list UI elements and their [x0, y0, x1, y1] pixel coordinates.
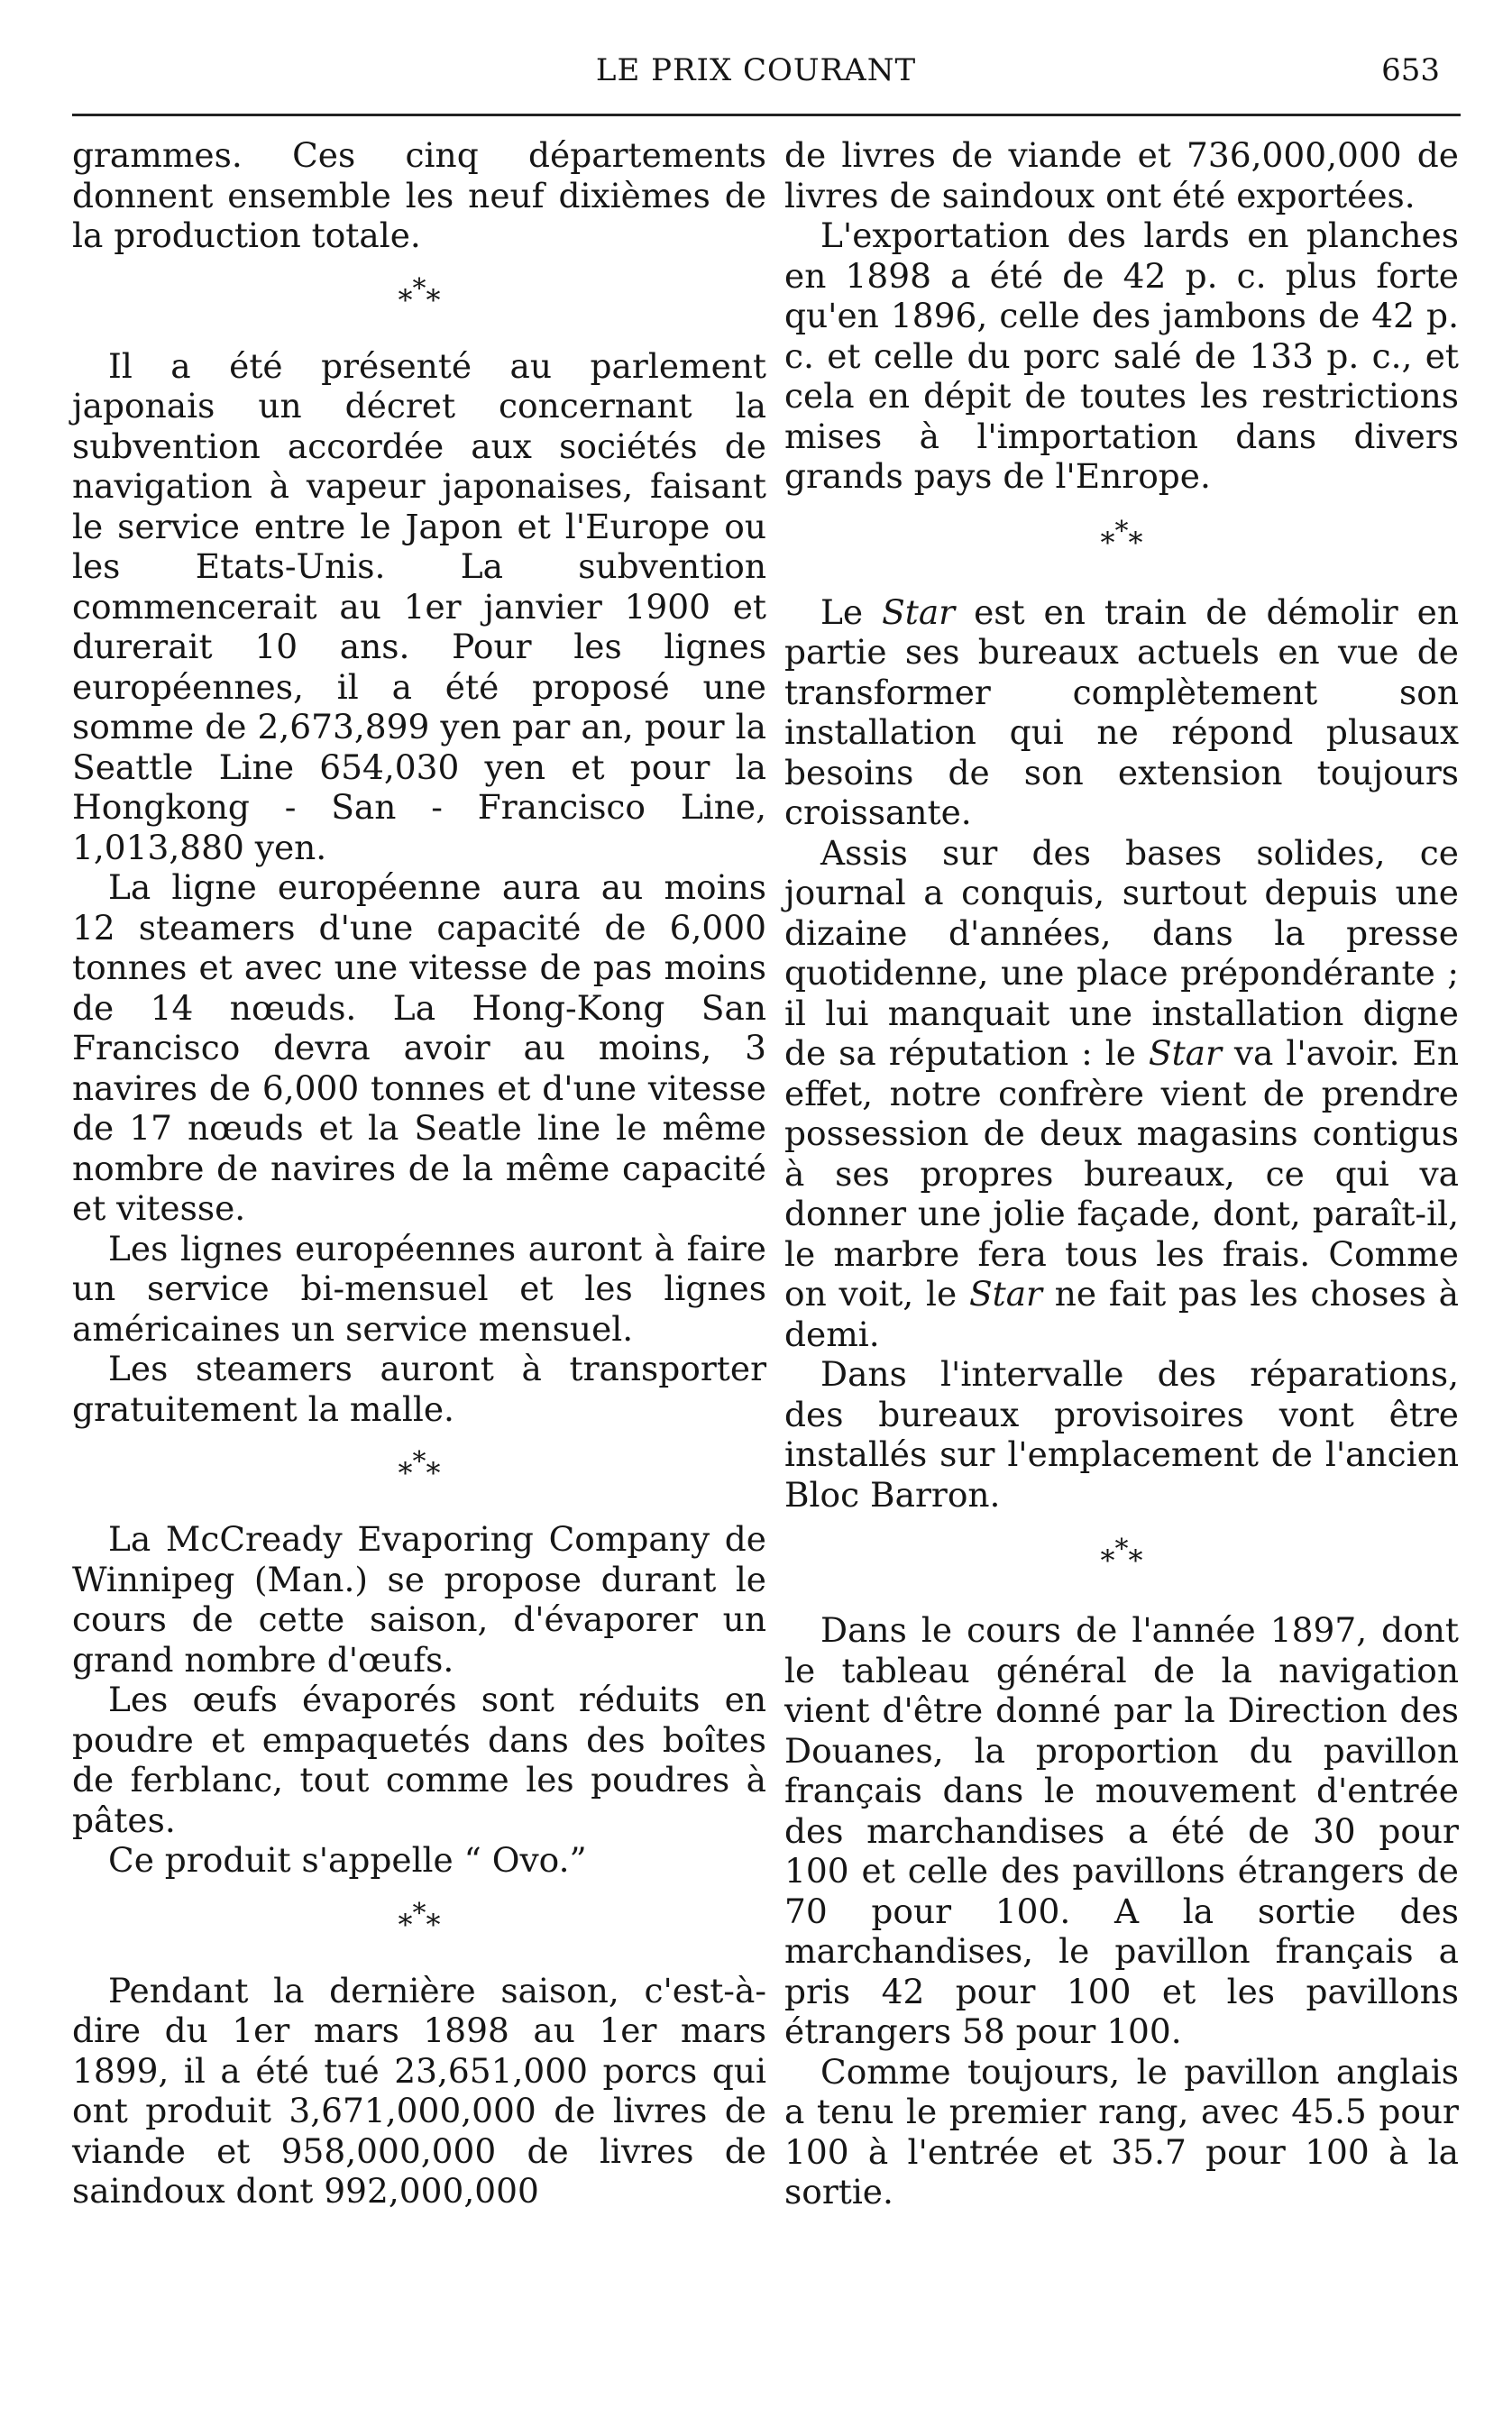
page-number: 653: [1381, 52, 1440, 88]
article-star-temporary-offices: Dans l'intervalle des réparations, des bureaux provisoires vont être installés sur l'emplacement de l'ancien Bloc Barron.: [784, 1354, 1459, 1515]
running-head: [72, 52, 1440, 97]
article-ovo-name: Ce produit s'appelle “ Ovo.”: [108, 1840, 587, 1880]
section-separator-stars: ***: [398, 1446, 441, 1490]
article-english-flag: Comme toujours, le pavillon anglais a tenu le premier rang, avec 45.5 pour 100 à l'entrée et 35.7 pour 100 à la sortie.: [784, 2051, 1459, 2212]
article-japan-lines: La ligne européenne aura au moins 12 steamers d'une capacité de 6,000 tonnes et avec une vitesse de pas moins de 14 nœuds. La Hong-Kong San Francisco devra avoir au moins, 3 navires de 6,000 tonnes et d'une vitesse de 17 nœuds et la Seatle line le même nombre de navires de la même capacité et vitesse.: [72, 867, 766, 1228]
article-mccready-eggs: La McCready Evaporing Company de Winnipeg (Man.) se propose durant le cours de cette saison, d'évaporer un grand nombre d'œufs.: [72, 1519, 766, 1680]
left-column: [72, 135, 766, 2212]
section-separator-stars: ***: [1100, 1534, 1143, 1578]
article-fragment-departements: grammes. Ces cinq départements donnent ensemble les neuf dixièmes de la production totale.: [72, 135, 766, 255]
text-run: est en train de démolir en partie ses bureaux actuels en vue de transformer complètement son installation qui ne répond plusaux besoins de son extension toujours croissante.: [784, 591, 1459, 832]
section-separator-stars: ***: [1100, 515, 1143, 560]
text-run: ne fait pas les choses à demi.: [784, 1274, 1459, 1354]
article-star-journal: [784, 833, 1459, 1355]
section-separator-stars: ***: [398, 1897, 441, 1942]
article-japan-subsidy: Il a été présenté au parlement japonais un décret concernant la subvention accordée aux sociétés de navigation à vapeur japonaises, faisant le service entre le Japon et l'Europe ou les Etats-Unis. La subvention commencerait au 1er janvier 1900 et durerait 10 ans. Pour les lignes européennes, il a été proposé une somme de 2,673,899 yen par an, pour la Seattle Line 654,030 yen et pour la Hongkong - San - Francisco Line, 1,013,880 yen.: [72, 345, 766, 867]
header-rule: [72, 114, 1461, 116]
article-japan-service: Les lignes européennes auront à faire un service bi-mensuel et les lignes américaines un service mensuel.: [72, 1228, 766, 1349]
article-star-offices: [784, 592, 1459, 833]
article-eggs-powder: Les œufs évaporés sont réduits en poudre et empaquetés dans des boîtes de ferblanc, tout comme les poudres à pâtes.: [72, 1680, 766, 1840]
running-title: LE PRIX COURANT: [595, 52, 917, 88]
section-separator-stars: ***: [398, 272, 441, 317]
text-run: Assis sur des bases solides, ce journal a conquis, surtout depuis une dizaine d'années, dans la presse quotidenne, une place prépondérante ; il lui manquait une installation digne de sa réputation : le: [784, 832, 1459, 1073]
newspaper-name-star: Star: [1148, 1033, 1222, 1073]
article-japan-mail: Les steamers auront à transporter gratuitement la malle.: [72, 1349, 766, 1429]
newspaper-name-star: Star: [882, 591, 956, 632]
article-pork-exports: de livres de viande et 736,000,000 de livres de saindoux ont été exportées.: [784, 135, 1459, 215]
article-pork-season: Pendant la dernière saison, c'est-à-dire du 1er mars 1898 au 1er mars 1899, il a été tué 23,651,000 porcs qui ont produit 3,671,000,000 de livres de viande et 958,000,000 de livres de saindoux dont 992,000,000: [72, 1970, 766, 2211]
article-navigation-1897: Dans le cours de l'année 1897, dont le tableau général de la navigation vient d'être donné par la Direction des Douanes, la proportion du pavillon français dans le mouvement d'entrée des marchandises a été de 30 pour 100 et celle des pavillons étrangers de 70 pour 100. A la sortie des marchandises, le pavillon français a pris 42 pour 100 et les pavillons étrangers 58 pour 100.: [784, 1610, 1459, 2051]
right-column: [784, 135, 1459, 2212]
text-run: va l'avoir. En effet, notre confrère vient de prendre possession de deux magasins contigus à ses propres bureaux, ce qui va donner une jolie façade, dont, paraît-il, le marbre fera tous les frais. Comme on voit, le: [784, 1033, 1459, 1314]
article-lard-exports: L'exportation des lards en planches en 1898 a été de 42 p. c. plus forte qu'en 1896, celle des jambons de 42 p. c. et celle du porc salé de 133 p. c., et cela en dépit de toutes les restrictions mises à l'importation dans divers grands pays de l'Enrope.: [784, 215, 1459, 496]
newspaper-name-star: Star: [968, 1274, 1042, 1314]
text-run: Le: [820, 591, 883, 632]
